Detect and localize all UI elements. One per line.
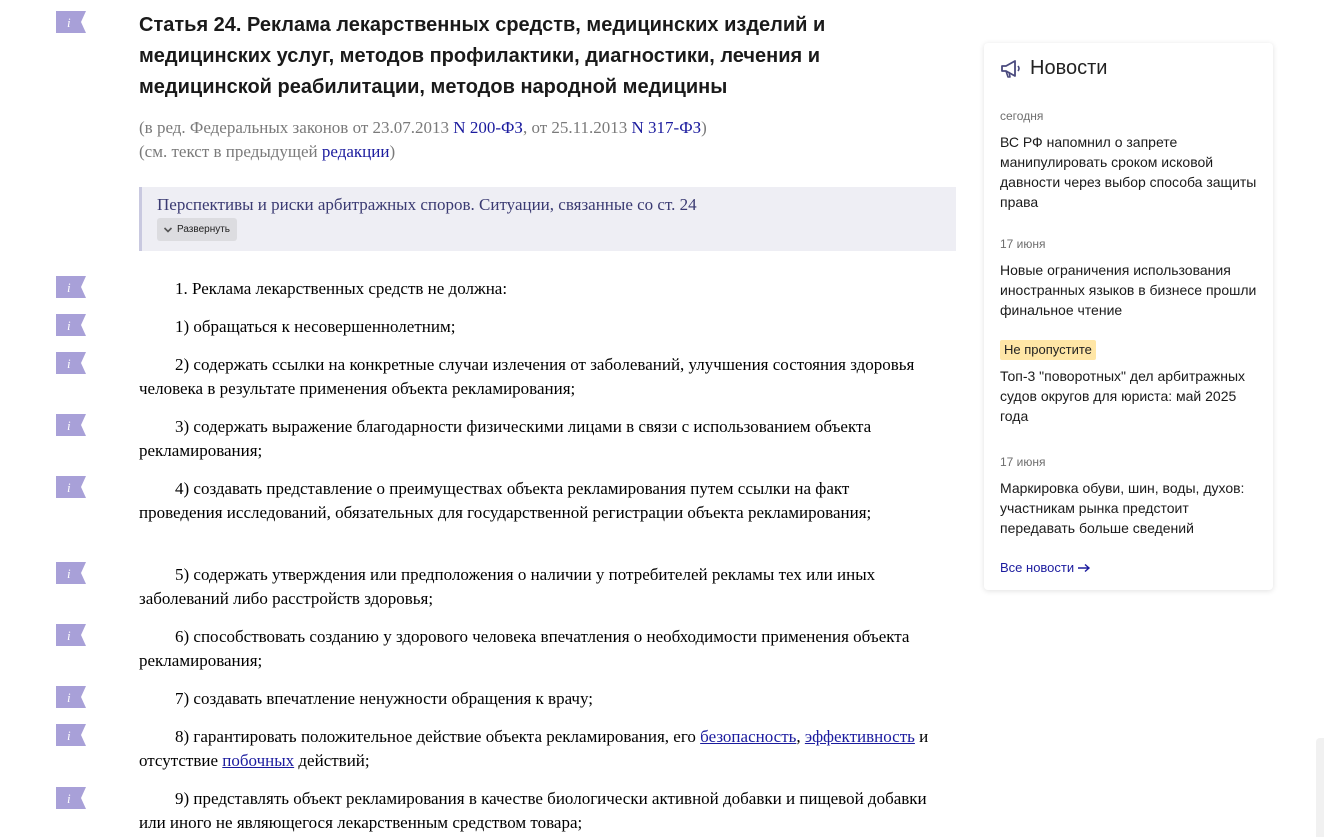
paragraph-text: 8) гарантировать положительное действие объекта рекламирования, его: [175, 727, 701, 746]
paragraph-1-4: 4) создавать представление о преимуществах объекта рекламирования путем ссылки на факт проведения исследований, обязательных для государственной регистрации объекта рекламирования;: [139, 479, 872, 522]
info-comment-icon[interactable]: [56, 352, 86, 374]
info-comment-icon[interactable]: [56, 476, 86, 498]
info-comment-icon[interactable]: [56, 414, 86, 436]
all-news-link[interactable]: [1000, 560, 1091, 575]
expand-button[interactable]: [157, 218, 237, 241]
paragraph-text: ,: [796, 727, 805, 746]
see-text-end: ): [389, 142, 396, 161]
redaction-text-end: ): [701, 118, 707, 137]
info-comment-icon[interactable]: [56, 562, 86, 584]
svg-text:i: i: [67, 318, 71, 333]
svg-text:i: i: [67, 280, 71, 295]
news-item[interactable]: [1000, 236, 1262, 320]
info-comment-icon[interactable]: [56, 276, 86, 298]
svg-text:i: i: [67, 15, 71, 30]
expand-button-label: Развернуть: [177, 224, 231, 235]
paragraph-text: действий;: [294, 751, 370, 770]
safety-link[interactable]: безопасность: [700, 727, 797, 746]
previous-redaction-link[interactable]: редакции: [321, 142, 390, 161]
news-date: сегодня: [1000, 109, 1044, 123]
paragraph-1-9: 9) представлять объект рекламирования в качестве биологически активной добавки и пищевой добавки или иного не являющегося лекарственным средством товара;: [139, 789, 927, 832]
paragraph-1-3: 3) содержать выражение благодарности физическими лицами в связи с использованием объекта рекламирования;: [139, 417, 872, 460]
paragraph-1-6: 6) способствовать созданию у здорового человека впечатления о необходимости применения объекта рекламирования;: [139, 627, 910, 670]
law-link-200[interactable]: N 200-ФЗ: [453, 118, 523, 137]
side-effects-link[interactable]: побочных: [222, 751, 295, 770]
svg-text:i: i: [67, 480, 71, 495]
see-text: (см. текст в предыдущей: [139, 142, 322, 161]
redaction-text-mid: , от 25.11.2013: [522, 118, 632, 137]
svg-text:i: i: [67, 628, 71, 643]
paragraph-1-2: 2) содержать ссылки на конкретные случаи излечения от заболеваний, улучшения состояния здоровья человека в результате применения объекта рекламирования;: [139, 355, 915, 398]
all-news-label: Все новости: [1000, 560, 1075, 575]
news-item[interactable]: [1000, 454, 1262, 538]
news-headline[interactable]: ВС РФ напомнил о запрете манипулировать сроком исковой давности через выбор способа защиты права: [1000, 134, 1257, 210]
paragraph-1-7: 7) создавать впечатление ненужности обращения к врачу;: [175, 689, 593, 708]
news-headline[interactable]: Новые ограничения использования иностранных языков в бизнесе прошли финальное чтение: [1000, 262, 1257, 318]
paragraph-1-8: [139, 725, 929, 773]
redaction-info: [139, 116, 939, 164]
related-note-box: [139, 187, 956, 251]
info-comment-icon[interactable]: [56, 11, 86, 33]
svg-text:i: i: [67, 566, 71, 581]
svg-text:i: i: [67, 418, 71, 433]
svg-text:i: i: [67, 728, 71, 743]
scrollbar[interactable]: [1316, 738, 1324, 837]
info-comment-icon[interactable]: [56, 624, 86, 646]
news-date: 17 июня: [1000, 455, 1046, 469]
paragraph-1-5: 5) содержать утверждения или предположения о наличии у потребителей рекламы тех или иных заболеваний либо расстройств здоровья;: [139, 565, 876, 608]
news-item[interactable]: [1000, 340, 1262, 426]
news-item[interactable]: [1000, 108, 1262, 212]
efficacy-link[interactable]: эффективность: [804, 727, 915, 746]
news-header: [1000, 57, 1107, 80]
related-note-text[interactable]: Перспективы и риски арбитражных споров. Ситуации, связанные со ст. 24: [157, 195, 697, 214]
info-comment-icon[interactable]: [56, 724, 86, 746]
dont-miss-badge: Не пропустите: [1000, 340, 1096, 360]
arrow-right-icon: [1077, 563, 1091, 573]
news-headline[interactable]: Маркировка обуви, шин, воды, духов: участникам рынка предстоит передавать больше сведений: [1000, 480, 1245, 536]
svg-text:i: i: [67, 356, 71, 371]
info-comment-icon[interactable]: [56, 314, 86, 336]
info-comment-icon[interactable]: [56, 787, 86, 809]
news-panel: [984, 43, 1273, 590]
news-headline[interactable]: Топ-3 "поворотных" дел арбитражных судов округов для юриста: май 2025 года: [1000, 368, 1245, 424]
law-link-317[interactable]: N 317-ФЗ: [631, 118, 702, 137]
paragraph-text: и отсутствие: [139, 727, 929, 770]
info-comment-icon[interactable]: [56, 686, 86, 708]
redaction-text: (в ред. Федеральных законов от 23.07.2013: [139, 118, 454, 137]
chevron-down-icon: [163, 225, 173, 235]
paragraph-1-1: 1) обращаться к несовершеннолетним;: [175, 317, 456, 336]
news-title: Новости: [1030, 57, 1108, 79]
news-date: 17 июня: [1000, 237, 1046, 251]
svg-text:i: i: [67, 690, 71, 705]
svg-text:i: i: [67, 791, 71, 806]
megaphone-icon: [1000, 59, 1022, 79]
paragraph-1: 1. Реклама лекарственных средств не должна:: [175, 279, 508, 298]
article-title: Статья 24. Реклама лекарственных средств, медицинских изделий и медицинских услуг, методов профилактики, диагностики, лечения и медицинской реабилитации, методов народной медицины: [139, 14, 826, 98]
